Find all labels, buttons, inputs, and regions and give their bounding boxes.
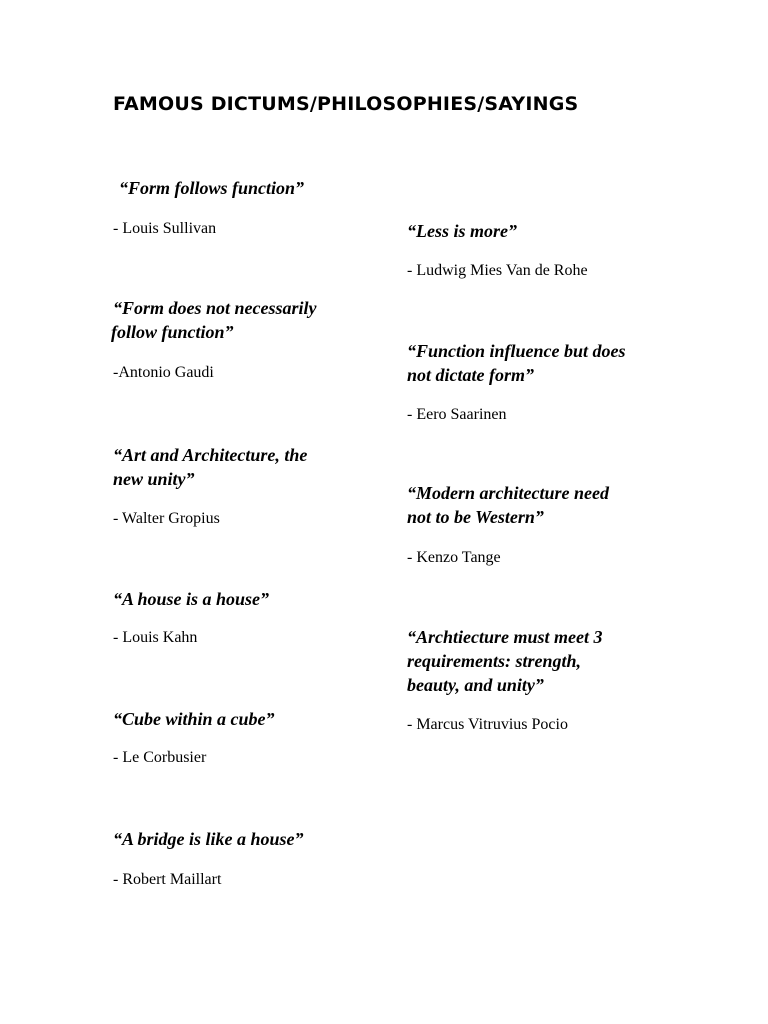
document-title: FAMOUS DICTUMS/PHILOSOPHIES/SAYINGS — [113, 93, 579, 115]
quote-saarinen-line-2: not dictate form” — [407, 365, 534, 385]
quote-vitruvius-line-2: requirements: strength, — [407, 651, 582, 671]
quote-saarinen-line-1: “Function influence but does — [407, 341, 626, 361]
quote-tange-line-1: “Modern architecture need — [407, 483, 609, 503]
author-vitruvius: - Marcus Vitruvius Pocio — [407, 716, 568, 733]
author-gaudi: -Antonio Gaudi — [113, 364, 214, 381]
author-corbusier: - Le Corbusier — [113, 749, 207, 766]
author-tange: - Kenzo Tange — [407, 549, 501, 566]
author-maillart: - Robert Maillart — [113, 871, 222, 888]
quote-sullivan: “Form follows function” — [119, 178, 305, 198]
author-sullivan: - Louis Sullivan — [113, 220, 217, 237]
quote-vitruvius-line-1: “Archtiecture must meet 3 — [407, 627, 603, 647]
quote-gaudi-line-2: follow function” — [111, 322, 234, 342]
quote-kahn: “A house is a house” — [113, 589, 270, 609]
quote-mies: “Less is more” — [407, 221, 517, 241]
author-saarinen: - Eero Saarinen — [407, 406, 507, 423]
quote-vitruvius-line-3: beauty, and unity” — [407, 675, 544, 695]
quote-gropius-line-2: new unity” — [113, 469, 195, 489]
quote-corbusier: “Cube within a cube” — [113, 709, 275, 729]
author-kahn: - Louis Kahn — [113, 629, 198, 646]
author-gropius: - Walter Gropius — [113, 510, 220, 527]
quote-gropius-line-1: “Art and Architecture, the — [113, 445, 308, 465]
quote-maillart: “A bridge is like a house” — [113, 829, 304, 849]
author-mies: - Ludwig Mies Van de Rohe — [407, 262, 588, 279]
quote-gaudi-line-1: “Form does not necessarily — [113, 298, 317, 318]
quote-tange-line-2: not to be Western” — [407, 507, 544, 527]
